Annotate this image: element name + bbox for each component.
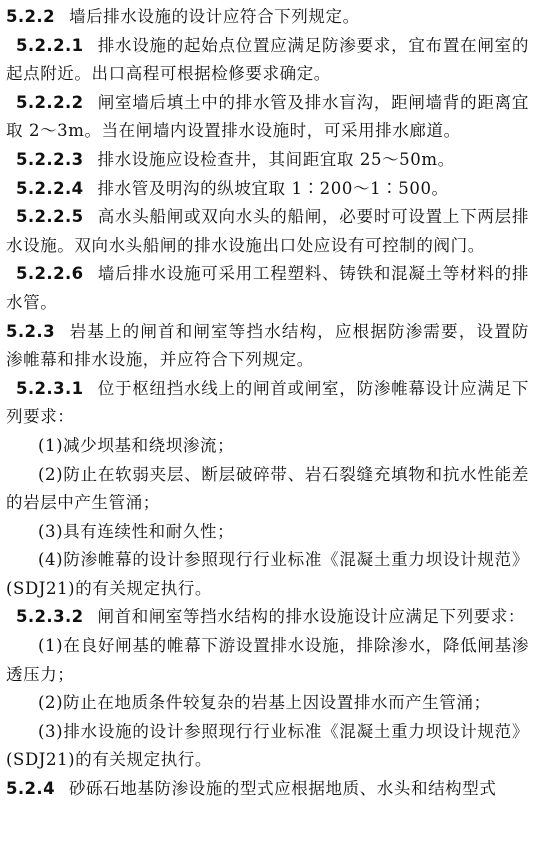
clause-number: 5.2.2.6: [16, 264, 84, 284]
clause-text: 墙后排水设施可采用工程塑料、铸铁和混凝土等材料的排水管。: [6, 264, 529, 312]
clause-text: 排水管及明沟的纵坡宜取 1∶200～1∶500。: [97, 178, 449, 198]
clause-text: 岩基上的闸首和闸室等挡水结构，应根据防渗需要，设置防渗帷幕和排水设施，并应符合下列规定。: [6, 321, 529, 370]
clause-text: 闸室墙后填土中的排水管及排水盲沟，距闸墙背的距离宜取 2～3m。当在闸墙内设置排水设施时，可采用排水廊道。: [6, 92, 529, 141]
clause-text: 高水头船闸或双向水头的船闸，必要时可设置上下两层排水设施。双向水头船闸的排水设施出口处应设有可控制的阀门。: [6, 207, 529, 255]
clause-number: 5.2.2.4: [16, 178, 84, 198]
clause-text: (2)防止在软弱夹层、断层破碎带、岩石裂缝充填物和抗水性能差的岩层中产生管涌；: [6, 464, 529, 513]
clause-5-2-2-4: [6, 175, 529, 204]
clause-5-2-3-1: [6, 375, 529, 432]
clause-text: (3)具有连续性和耐久性；: [38, 521, 235, 541]
clause-5-2-2-6: [6, 260, 529, 317]
list-item: [6, 518, 529, 547]
clause-number: 5.2.4: [6, 779, 55, 799]
clause-5-2-3: [6, 318, 529, 375]
clause-text: 排水设施应设检查井，其间距宜取 25～50m。: [97, 149, 455, 169]
clause-5-2-4: [6, 775, 529, 804]
clause-number: 5.2.2.3: [16, 149, 84, 169]
clause-5-2-2-1: [6, 32, 529, 89]
clause-number: 5.2.2.1: [16, 35, 84, 55]
clause-text: 闸首和闸室等挡水结构的排水设施设计应满足下列要求：: [97, 607, 526, 627]
clause-number: 5.2.3.2: [16, 607, 84, 627]
clause-text: (1)减少坝基和绕坝渗流；: [38, 435, 235, 455]
list-item: [6, 632, 529, 689]
clause-text: (2)防止在地质条件较复杂的岩基上因设置排水而产生管涌；: [38, 693, 491, 713]
clause-text: (3)排水设施的设计参照现行行业标准《混凝土重力坝设计规范》(SDJ21)的有关规定执行。: [6, 721, 529, 770]
list-item: [6, 689, 529, 718]
clause-5-2-3-2: [6, 603, 529, 632]
clause-text: 墙后排水设施的设计应符合下列规定。: [68, 7, 360, 26]
clause-5-2-2-3: [6, 146, 529, 175]
clause-5-2-2: [6, 3, 529, 32]
clause-number: 5.2.3.1: [16, 378, 84, 398]
clause-5-2-2-2: [6, 89, 529, 146]
clause-number: 5.2.3: [6, 321, 55, 341]
clause-number: 5.2.2: [6, 7, 55, 26]
clause-5-2-2-5: [6, 203, 529, 260]
list-item: [6, 461, 529, 518]
clause-text: 位于枢纽挡水线上的闸首或闸室，防渗帷幕设计应满足下列要求：: [6, 378, 529, 427]
list-item: [6, 718, 529, 775]
clause-text: 排水设施的起始点位置应满足防渗要求，宜布置在闸室的起点附近。出口高程可根据检修要求确定。: [6, 35, 529, 84]
clause-number: 5.2.2.5: [16, 207, 84, 227]
clause-text: (4)防渗帷幕的设计参照现行行业标准《混凝土重力坝设计规范》(SDJ21)的有关规定执行。: [6, 550, 529, 598]
list-item: [6, 432, 529, 461]
clause-text: 砂砾石地基防渗设施的型式应根据地质、水头和结构型式: [68, 779, 497, 799]
clause-text: (1)在良好闸基的帷幕下游设置排水设施，排除渗水，降低闸基渗透压力；: [6, 636, 529, 684]
clause-number: 5.2.2.2: [16, 92, 84, 112]
list-item: [6, 546, 529, 603]
